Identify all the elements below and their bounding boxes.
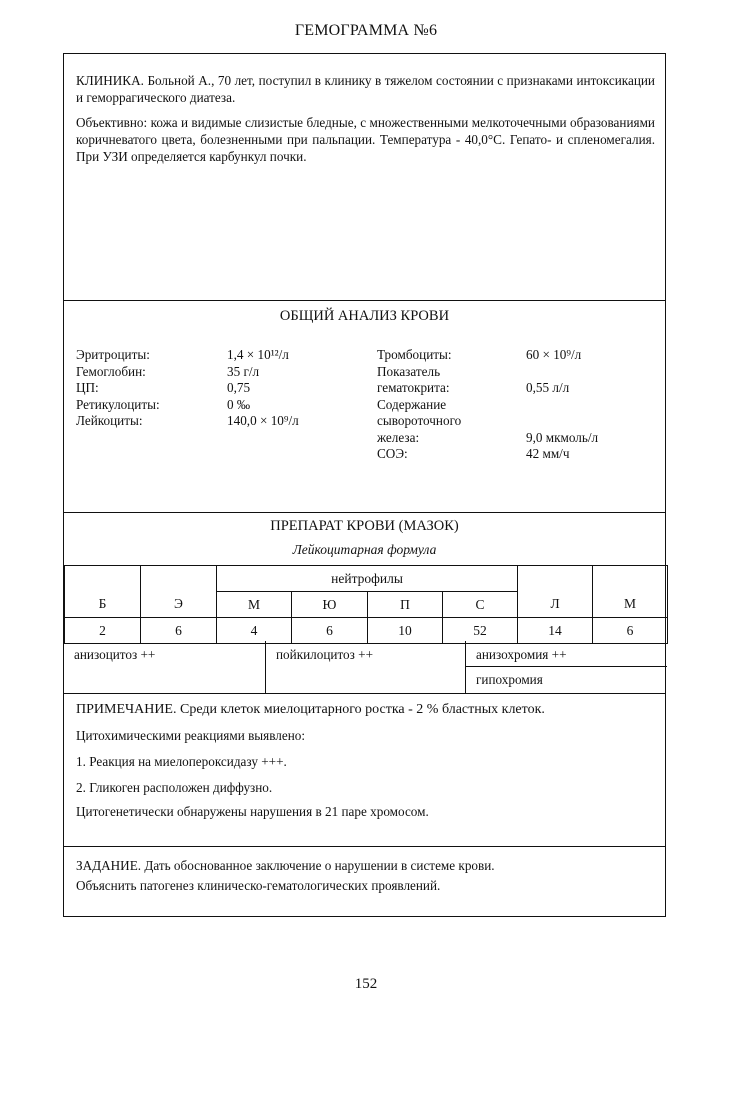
- blood-right-labels: [377, 347, 461, 463]
- divider: [64, 693, 665, 694]
- blood-left-labels: [76, 347, 160, 430]
- note-line-5: Цитогенетически обнаружены нарушения в 21 паре хромосом.: [76, 804, 429, 819]
- divider: [64, 512, 665, 513]
- note-line-4: 2. Гликоген расположен диффузно.: [76, 780, 273, 795]
- divider: [64, 300, 665, 301]
- note-line-2: Цитохимическими реакциями выявлено:: [76, 728, 306, 743]
- erythrocyte-morphology: [64, 641, 667, 693]
- formula-header-row: [65, 592, 668, 618]
- task-line-2: Объяснить патогенез клиническо-гематологических проявлений.: [76, 878, 441, 893]
- label-iron-3: железа:: [377, 429, 420, 445]
- blood-analysis-heading: ОБЩИЙ АНАЛИЗ КРОВИ: [279, 308, 450, 324]
- header-myelocytes: М: [217, 592, 292, 618]
- task-line-1: ЗАДАНИЕ. Дать обоснованное заключение о нарушении в системе крови.: [76, 858, 495, 873]
- header-metamyelocytes: Ю: [292, 592, 368, 618]
- divider: [466, 666, 667, 667]
- note-line-3: 1. Реакция на миелопероксидазу +++.: [76, 754, 287, 769]
- value-metamyelocytes: 6: [292, 618, 368, 644]
- anisochromia-cell: [466, 641, 667, 693]
- value-esr: 42 мм/ч: [526, 446, 570, 461]
- value-myelocytes: 4: [217, 618, 292, 644]
- divider: [64, 846, 665, 847]
- value-lymphocytes: 14: [518, 618, 593, 644]
- blood-left-values: [227, 347, 299, 430]
- value-blank-1: [526, 364, 598, 381]
- label-erythrocytes: Эритроциты:: [76, 347, 150, 362]
- value-segmented: 52: [443, 618, 518, 644]
- value-hematocrit: 0,55 л/л: [526, 380, 570, 395]
- label-iron-2: сывороточного: [377, 413, 462, 428]
- label-leukocytes: Лейкоциты:: [76, 413, 143, 428]
- neutrophils-header: нейтрофилы: [217, 566, 518, 592]
- label-esr: СОЭ:: [377, 446, 408, 461]
- formula-blank-cell: [518, 566, 593, 592]
- formula-blank-cell: [593, 566, 668, 592]
- clinic-section: [64, 54, 665, 300]
- value-eosinophils: 6: [141, 618, 217, 644]
- clinic-paragraph-1: КЛИНИКА. Больной А., 70 лет, поступил в клинику в тяжелом состоянии с признаками интоксикации и геморрагического диатеза.: [76, 73, 655, 105]
- label-hematocrit-2: гематокрита:: [377, 380, 450, 395]
- label-platelets: Тромбоциты:: [377, 347, 452, 362]
- header-band: П: [368, 592, 443, 618]
- value-color-index: 0,75: [227, 380, 251, 395]
- header-segmented: С: [443, 592, 518, 618]
- label-color-index: ЦП:: [76, 380, 99, 395]
- clinic-paragraph-2: Объективно: кожа и видимые слизистые бледные, с множественными мелкоточечными образованиями коричневатого цвета, болезненными при пальпации. Температура - 40,0°С. Гепато- и спленомегалия. При УЗИ определяется карбункул почки.: [76, 115, 655, 164]
- hemogram-sheet: [63, 53, 666, 917]
- value-leukocytes: 140,0 × 10⁹/л: [227, 413, 299, 428]
- value-blank-3: [526, 413, 598, 430]
- value-band: 10: [368, 618, 443, 644]
- label-hemoglobin: Гемоглобин:: [76, 363, 146, 379]
- hypochromia-text: гипохромия: [476, 672, 543, 687]
- value-hemoglobin: 35 г/л: [227, 363, 260, 379]
- label-iron-1: Содержание: [377, 396, 447, 412]
- header-monocytes: М: [593, 592, 668, 618]
- smear-heading: ПРЕПАРАТ КРОВИ (МАЗОК): [270, 518, 459, 534]
- blood-right-values: [526, 347, 598, 463]
- poikilocytosis-cell: [266, 641, 466, 693]
- value-erythrocytes: 1,4 × 10¹²/л: [227, 347, 289, 362]
- poikilocytosis-text: пойкилоцитоз ++: [276, 647, 374, 662]
- formula-blank-cell: [141, 566, 217, 592]
- label-reticulocytes: Ретикулоциты:: [76, 396, 160, 412]
- task-section: [76, 856, 656, 896]
- header-basophils: Б: [65, 592, 141, 618]
- header-eosinophils: Э: [141, 592, 217, 618]
- anisocytosis-cell: [64, 641, 266, 693]
- value-platelets: 60 × 10⁹/л: [526, 347, 582, 362]
- formula-blank-cell: [65, 566, 141, 592]
- page-number: 152: [354, 976, 378, 992]
- value-serum-iron: 9,0 мкмоль/л: [526, 429, 599, 445]
- formula-value-row: [65, 618, 668, 644]
- leukocyte-formula-heading: Лейкоцитарная формула: [292, 542, 437, 557]
- note-line-1: ПРИМЕЧАНИЕ. Среди клеток миелоцитарного ростка - 2 % бластных клеток.: [76, 702, 545, 717]
- anisocytosis-text: анизоцитоз ++: [74, 647, 156, 662]
- value-monocytes: 6: [593, 618, 668, 644]
- value-blank-2: [526, 397, 598, 414]
- value-basophils: 2: [65, 618, 141, 644]
- header-lymphocytes: Л: [518, 592, 593, 618]
- label-hematocrit-1: Показатель: [377, 363, 441, 379]
- page-title: ГЕМОГРАММА №6: [294, 22, 438, 39]
- value-reticulocytes: 0 ‰: [227, 396, 251, 412]
- leukocyte-formula-table: [64, 565, 668, 644]
- anisochromia-text: анизохромия ++: [476, 647, 567, 662]
